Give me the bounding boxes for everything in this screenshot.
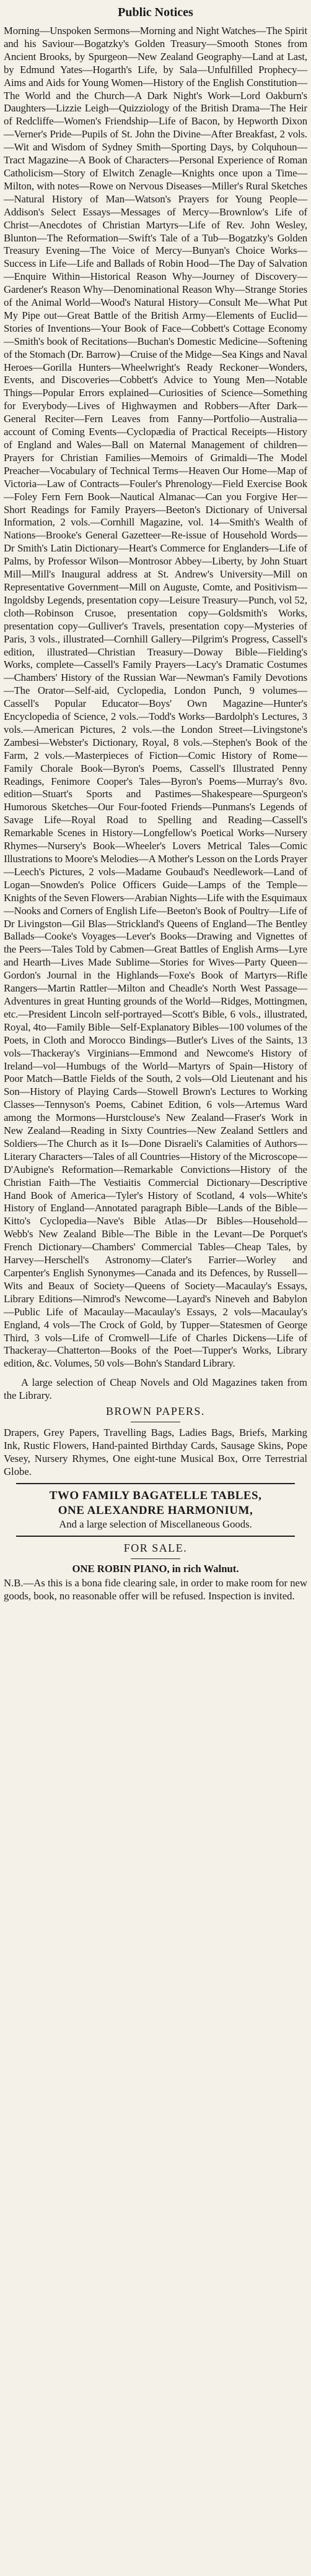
selection-line: And a large selection of Miscellaneous Goods. <box>59 1518 252 1531</box>
piano-line: ONE ROBIN PIANO, in rich Walnut. <box>72 1563 239 1575</box>
for-sale-heading: FOR SALE. <box>123 1542 188 1555</box>
book-list-paragraph: Morning—Unspoken Sermons—Morning and Night Watches—The Spirit and his Saviour—Bogatzky's Golden Treasury—Smooth Stones from Ancient Brooks, by Spurgeon—New Zealand Geography—Land at Last, by Edmund Yates—Hogarth's Life, by Sala—Unfulfilled Prophecy—Aims and Aids for Young Women—History of the English Constitution—The World and the Church—A Dark Night's Work—Lord Oakburn's Daughters—Lizzie Leigh—Quizziology of the British Drama—The Heir of Redcliffe—Women's Friendship—Life of Bacon, by Hepworth Dixon—Verner's Pride—Pupils of St. John the Divine—After Breakfast, 2 vols.—Wit and Wisdom of Sydney Smith—Sporting Days, by Colquhoun—Tract Magazine—A Book of Characters—Personal Experience of Roman Catholicism—Story of Elwitch Zenagle—Knights once upon a Time—Milton, with notes—Rowe on Nervous Diseases—Miller's Rural Sketches—Natural History of Man—Watson's Prayers for Young People—Addison's Select Essays—Messages of Mercy—Brownlow's Life of Christ—Anecdotes of Christian Martyrs—Life of Rev. John Wesley, Blunton—The Reformation—Swift's Tale of a Tub—Bogatzky's Golden Treasury Evening—The Voice of Mercy—Bunyan's Choice Works—Success in Life—Life and Ballads of Robin Hood—The Day of Salvation—Enquire Within—Historical Reason Why—Journey of Discovery—Gardener's Reason Why—Denominational Reason Why—Strange Stories of the Animal World—Wood's Natural History—Consult Me—What Put My Pipe out—Great Battle of the British Army—Elements of Euclid—Stories of Inventions—Your Book of Face—Cobbett's Cottage Economy—Smith's book of Recitations—Buchan's Domestic Medicine—Softening of the Stomach (Dr. Barrow)—Cruise of the Midge—Sea Kings and Naval Heroes—Gorilla Hunters—Wheelwright's Ready Reckoner—Wonders, Events, and Discoveries—Cobbett's Advice to Young Men—Notable Things—Popular Errors explained—Curiosities of Science—Something for Everybody—Lives of Highwaymen and Robbers—After Dark—General Reciter—Fern Leaves from Fanny—Portfolio—Australia—account of Coming Events—Cyclopædia of Practical Receipts—History of England and Wales—Ball on Maternal Management of children—Prayers for Christian Families—Memoirs of Grimaldi—The Model Preacher—Vocabulary of Technical Terms—Heaven Our Home—Map of Victoria—Law of Contracts—Fouler's Phrenology—Field Exercise Book—Foley Fern Fern Book—Nautical Almanac—Can you Forgive Her—Short Readings for Family Prayers—Beeton's Dictionary of Universal Information, 2 vols.—Cornhill Magazine, vol. 14—Smith's Wealth of Nations—Brooke's General Gazetteer—Re-issue of Household Words—Dr Smith's Latin Dictionary—Heart's Commerce for Englanders—Life of Palms, by Professor Wilson—Montrosor Abbey—Liberty, by John Stuart Mill—Mill's Inaugural address at St. Andrew's University—Mill on Representative Government—Mill on Auguste, Comte, and Positivism—Ingoldsby Legends, presentation copy—Leisure Treasury—Punch, vol 52, cloth—Robinson Crusoe, presentation copy—Goldsmith's Works, presentation copy—Gulliver's Travels, presentation copy—Mysteries of Paris, 3 vols., illustrated—Cornhill Gallery—Pilgrim's Progress, Cassell's edition, illustrated—Christian Treasury—Doway Bible—Fielding's Works, complete—Cassell's Family Prayers—Lacy's Dramatic Costumes—Chambers' History of the Russian War—Newman's Family Devotions—The Orator—Self-aid, Cyclopedia, London Punch, 9 volumes—Cassell's Popular Educator—Boys' Own Magazine—Hunter's Encyclopedia of Science, 2 vols.—Todd's Works—Bardolph's Lectures, 3 vols.—American Pictures, 2 vols.—the London Street—Livingstone's Zambesi—Webster's Dictionary, Royal, 8 vols.—Stephen's Book of the Farm, 2 vols.—Masterpieces of Fiction—Comic History of Rome—Family Chorale Book—Byron's Poems, Cassell's Illustrated Penny Readings, Fenimore Cooper's Tales—Byron's Poems—Murray's 8vo. edition—Stuart's Sports and Pastimes—Shakespeare—Spurgeon's Humorous Sketches—Our Four-footed Friends—Punmans's Legends of Savage Life—Royal Road to Spelling and Reading—Cassell's Remarkable Scenes in History—Longfellow's Poetical Works—Nursery Rhymes—Nursery's Book—Wheeler's Lovers Metrical Tales—Comic Illustrations to Moore's Melodies—A Mother's Lesson on the Lords Prayer—Leech's Pictures, 2 vols—Madame Goubaud's Needlework—Land of Logan—Snowden's Police Officers Guide—Lamps of the Temple—Knights of the Seven Flowers—Arabian Nights—Life with the Esquimaux—Nooks and Corners of English Life—Beeton's Book of Poultry—Life of Dr Livingston—Gil Blas—Strickland's Queens of England—The Bentley Ballads—Cooke's Voyages—Lever's Books—Drawing and Vignettes of the Peers—Tales Told by Cabmen—Great Battles of English Arms—Lyre and Hearth—Lives Made Sublime—Stories for Wives—Party Queen—Gordon's Journal in the Highlands—Foxe's Book of Martyrs—Rifle Rangers—Martin Rattler—Milton and Cheadle's North West Passage—Adventures in great Hunting grounds of the World—Ridges, Mottingmen, etc.—President Lincoln self-portrayed—Scott's Bible, 6 vols., illustrated, Royal, 4to—Family Bible—Self-Explanatory Bibles—100 volumes of the Poets, in Cloth and Morocco Bindings—Butler's Lives of the Saints, 13 vols—Thackeray's Virginians—Emmond and Newcome's History of Ireland—vol—Humbugs of the World—Martyrs of Spain—History of Poor Match—Battle Fields of the South, 2 vols—Old Lieutenant and his Son—History of Playing Cards—Stowell Brown's Lectures to Working Classes—Tennyson's Poems, Cabinet Edition, 6 vols—Artemus Ward among the Mormons—Hurstclouse's New Zealand—Fraser's Work in New Zealand—Reading in Sixty Countries—New Zealand Settlers and Soldiers—The Church as it Is—Done Disraeli's Calamities of Authors—Literary Characters—Tales of all Countries—History of the Microscope—D'Aubigne's Reformation—Remarkable Convictions—History of the Christian Faith—The Vestiaitis Commercial Dictionary—Descriptive Hand Book of America—Tyler's History of Scotland, 4 vols—White's History of England—Annotated paragraph Bible—Lands of the Bible—Kitto's Cyclopedia—Nave's Bible Atlas—Dr Bibles—Household—Webb's New Zealand Bible—The Bible in the Levant—De Porquet's French Dictionary—Chambers' Commercial Tables—Cheap Tales, by Harvey—Herschell's Astronomy—Clater's Farrier—Worley and Carpenter's English Synonymes—Canada and its Defences, by Russell—Wits and Beaux of Society—Queens of Society—Macaulay's Essays, Library Editions—Nimrod's Newcome—Layard's Nineveh and Babylon—Public Life of Macaulay—Macaulay's Essays, 2 vols—Macaulay's England, 4 vols—The Crock of Gold, by Tupper—Statesmen of George Third, 3 vols—Life of Cromwell—Life of Charles Dickens—Life of Thackeray—Chatterton—Books of the Poet—Tupper's Works, Library edition, &c. Volumes, 50 vols—Bohn's Standard Library. <box>4 25 307 1370</box>
nb-note: N.B.—As this is a bona fide clearing sale, in order to make room for new goods, book, no reasonable offer will be refused. Inspection is invited. <box>4 1577 307 1602</box>
harmonium-line: ONE ALEXANDRE HARMONIUM, <box>58 1504 253 1518</box>
brown-papers-heading: BROWN PAPERS. <box>106 1405 205 1418</box>
divider <box>16 1536 296 1537</box>
bagatelle-line: TWO FAMILY BAGATELLE TABLES, <box>49 1489 262 1503</box>
brown-papers-text: Drapers, Grey Papers, Travelling Bags, Ladies Bags, Briefs, Marking Ink, Rustic Flowers, Hand-painted Birthday Cards, Sausage Skins, Pope Vesey, Nursery Rhymes, One eight-tune Musical Box, Orre Terrestrial Globe. <box>4 1427 307 1478</box>
page-heading: Public Notices <box>118 6 193 19</box>
divider <box>16 1483 296 1484</box>
library-note: A large selection of Cheap Novels and Old Magazines taken from the Library. <box>4 1377 307 1402</box>
divider <box>131 1558 180 1559</box>
